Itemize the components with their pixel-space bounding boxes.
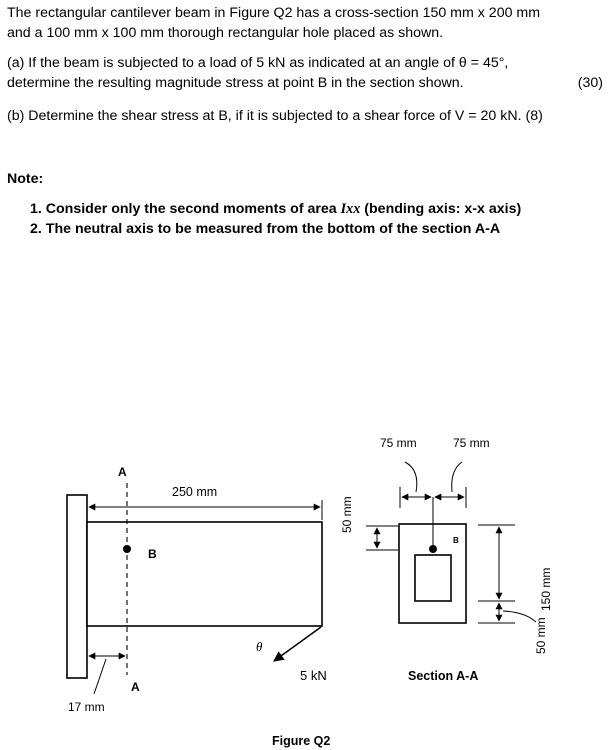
dim-150-label: 150 mm bbox=[539, 567, 553, 611]
section-point-b-dot bbox=[429, 545, 437, 553]
part-b: (b) Determine the shear stress at B, if it is subjected to a shear force of V = 20 kN. (8) bbox=[7, 108, 543, 124]
dim-250-label: 250 mm bbox=[172, 485, 218, 499]
part-a-line-2: determine the resulting magnitude stress at point B in the section shown. bbox=[7, 75, 464, 91]
intro-line-2: and a 100 mm x 100 mm thorough rectangular hole placed as shown. bbox=[7, 25, 444, 41]
dim-75-left-label: 75 mm bbox=[380, 436, 417, 450]
note-item-2: 2. The neutral axis to be measured from the bottom of the section A-A bbox=[30, 221, 501, 237]
dim-17-leader bbox=[94, 659, 106, 694]
dim-75-left-leader bbox=[405, 462, 417, 492]
dim-17-label: 17 mm bbox=[68, 700, 105, 714]
note-heading: Note: bbox=[7, 171, 44, 187]
dim-75-right-label: 75 mm bbox=[453, 436, 490, 450]
wall-support bbox=[67, 495, 87, 678]
label-b: B bbox=[148, 547, 157, 561]
theta-label: θ bbox=[256, 639, 263, 654]
point-b-dot bbox=[123, 545, 131, 553]
intro-line-1: The rectangular cantilever beam in Figure Q2 has a cross-section 150 mm x 200 mm bbox=[7, 5, 541, 21]
note-item-1: 1. Consider only the second moments of area Ixx (bending axis: x-x axis) bbox=[30, 201, 522, 217]
load-label: 5 kN bbox=[300, 668, 327, 683]
dim-50-left-label: 50 mm bbox=[340, 496, 354, 533]
figure-caption: Figure Q2 bbox=[272, 734, 331, 748]
cantilever-beam bbox=[87, 522, 322, 626]
load-arrow bbox=[274, 627, 321, 661]
part-a-marks: (30) bbox=[577, 75, 603, 91]
ixx-symbol: Ixx bbox=[340, 201, 361, 217]
label-a-top: A bbox=[118, 465, 127, 479]
label-a-bottom: A bbox=[131, 680, 140, 694]
part-a-line-1: (a) If the beam is subjected to a load of 5 kN as indicated at an angle of θ = 45°, bbox=[7, 55, 509, 71]
dim-50-right-leader bbox=[503, 611, 536, 622]
section-title: Section A-A bbox=[408, 669, 479, 683]
dim-50-right-label: 50 mm bbox=[534, 617, 548, 654]
section-label-b: B bbox=[453, 536, 459, 545]
dim-75-right-leader bbox=[452, 462, 462, 492]
section-hole bbox=[415, 555, 451, 601]
